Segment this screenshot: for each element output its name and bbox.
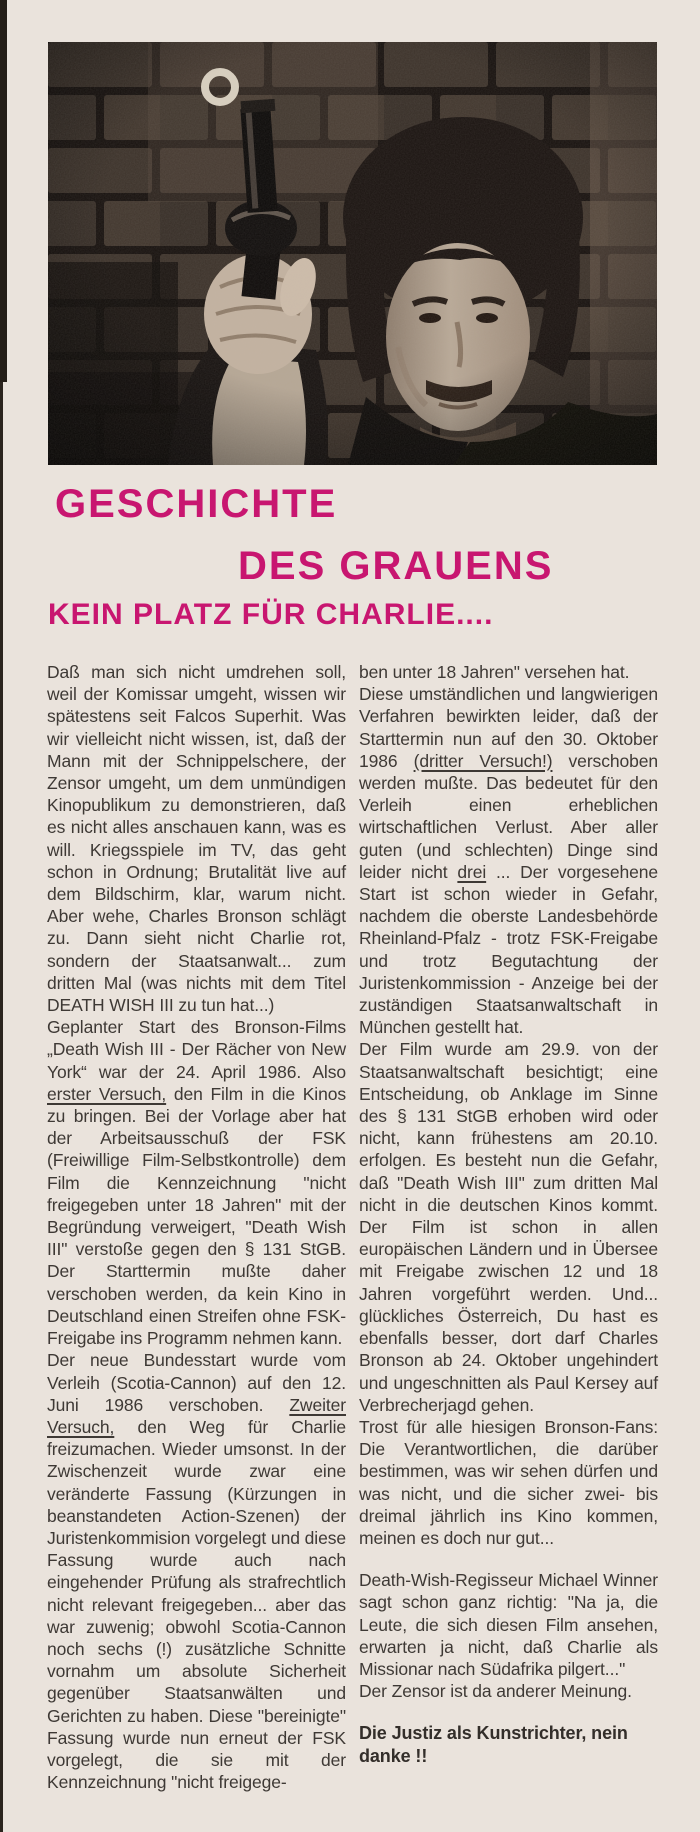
article-paragraph: Death-Wish-Regisseur Michael Winner sagt schon ganz richtig: "Na ja, die Leute, die sich diesen Film ansehen, erwarten ja nicht, daß Charlie als Missionar nach Südafrika pilgert..." [359, 1570, 658, 1679]
subheadline: KEIN PLATZ FÜR CHARLIE.... [48, 598, 494, 631]
bronson-photo-graphic [48, 42, 657, 465]
article-paragraph: Der Zensor ist da anderer Meinung. [359, 1681, 632, 1702]
closing-statement: Die Justiz als Kunstrichter, nein danke !! [359, 1723, 628, 1766]
headline-line2: DES GRAUENS [238, 544, 554, 588]
article-paragraph: Der Film wurde am 29.9. von der Staatsanwaltschaft besichtigt; eine Entscheidung, ob Anklage im Sinne des § 131 StGB erhoben wird oder nicht, kann frühestens am 20.10. erfolgen. Es besteht nun die Gefahr, daß "Death Wish III" zum dritten Mal nicht in die deutschen Kinos kommt. Der Film ist schon in allen europäischen Ländern und in Übersee mit Freigabe zwischen 12 und 18 Jahren vorgeführt werden. Und... glückliches Österreich, Du hast es ebenfalls besser, dort darf Charles Bronson ab 24. Oktober ungehindert und ungeschnitten als Paul Kersey auf Verbrecherjagd gehen. [359, 1039, 658, 1415]
underlined-phrase: erster Versuch, [47, 1083, 167, 1104]
article-paragraph: Trost für alle hiesigen Bronson-Fans: Die Verantwortlichen, die darüber bestimmen, was wir sehen dürfen und was nicht, und die sicher zwei- bis dreimal jährlich ins Kino kommen, meinen es doch nur gut... [359, 1416, 658, 1548]
scan-edge-artifact-top [0, 0, 7, 382]
article-column-left [47, 661, 346, 1793]
article-column-right [359, 661, 658, 1793]
underlined-phrase: Zweiter Versuch, [47, 1394, 346, 1437]
article-paragraph: Geplanter Start des Bronson-Films „Death Wish III - Der Rächer von New York“ war der 24. April 1986. Also erster Versuch, den Film in die Kinos zu bringen. Bei der Vorlage aber hat der Arbeitsausschuß der FSK (Freiwillige Film-Selbstkontrolle) dem Film die Kennzeichnung "nicht freigegeben unter 18 Jahren" mit der Begründung verweigert, "Death Wish III" verstoße gegen den § 131 StGB. Der Starttermin mußte daher verschoben werden, da kein Kino in Deutschland einen Streifen ohne FSK-Freigabe ins Programm nehmen kann. [47, 1017, 346, 1349]
headline-line1: GESCHICHTE [55, 482, 338, 526]
underlined-phrase: drei [457, 861, 487, 882]
article-paragraph: Diese umständlichen und langwierigen Verfahren bewirkten leider, daß der Starttermin nun auf den 30. Oktober 1986 (dritter Versuch!) verschoben werden mußte. Das bedeutet für den Verleih einen erheblichen wirtschaftlichen Verlust. Aber aller guten (und schlechten) Dinge sind leider nicht drei ... Der vorgesehene Start ist schon wieder in Gefahr, nachdem die oberste Landesbehörde Rheinland-Pfalz - trotz FSK-Freigabe und trotz Begutachtung der Juristenkommission - Anzeige bei der zuständigen Staatsanwaltschaft in München gestellt hat. [359, 684, 659, 1038]
underlined-phrase: (dritter Versuch!) [413, 750, 553, 771]
article-paragraph: Der neue Bundesstart wurde vom Verleih (Scotia-Cannon) auf den 12. Juni 1986 verschoben. Zweiter Versuch, den Weg für Charlie freizumachen. Wieder umsonst. In der Zwischenzeit wurde zwar eine veränderte Fassung (Kürzungen in beanstandeten Action-Szenen) der Juristenkommision vorgelegt und diese Fassung wurde auch nach eingehender Prüfung als strafrechtlich nicht relevant freigegeben... aber das war zuwenig; obwohl Scotia-Cannon noch sechs (!) zusätzliche Schnitte vornahm um absolute Sicherheit gegenüber Staatsanwälten und Gerichten zu haben. Diese "bereinigte" Fassung wurde nun erneut der FSK vorgelegt, die sie mit der Kennzeichnung "nicht freigege- [47, 1350, 346, 1793]
article-paragraph: Daß man sich nicht umdrehen soll, weil der Komissar umgeht, wissen wir spätestens seit Falcos Superhit. Was wir vielleicht nicht wissen, ist, daß der Mann mit der Schnippelschere, der Zensor umgeht, um dem unmündigen Kinopublikum zu demonstrieren, daß es nicht alles anschauen kann, was es will. Kriegsspiele im TV, das geht schon in Ordnung; Brutalität live auf dem Bildschirm, klar, warum nicht. Aber wehe, Charles Bronson schlägt zu. Dann sieht nicht Charlie rot, sondern der Staatsanwalt... zum dritten Mal (was nichts mit dem Titel DEATH WISH III zu tun hat...) [47, 662, 346, 1016]
article-body [47, 661, 658, 1793]
article-paragraph: ben unter 18 Jahren" versehen hat. [359, 662, 630, 682]
bronson-photo [48, 42, 657, 465]
